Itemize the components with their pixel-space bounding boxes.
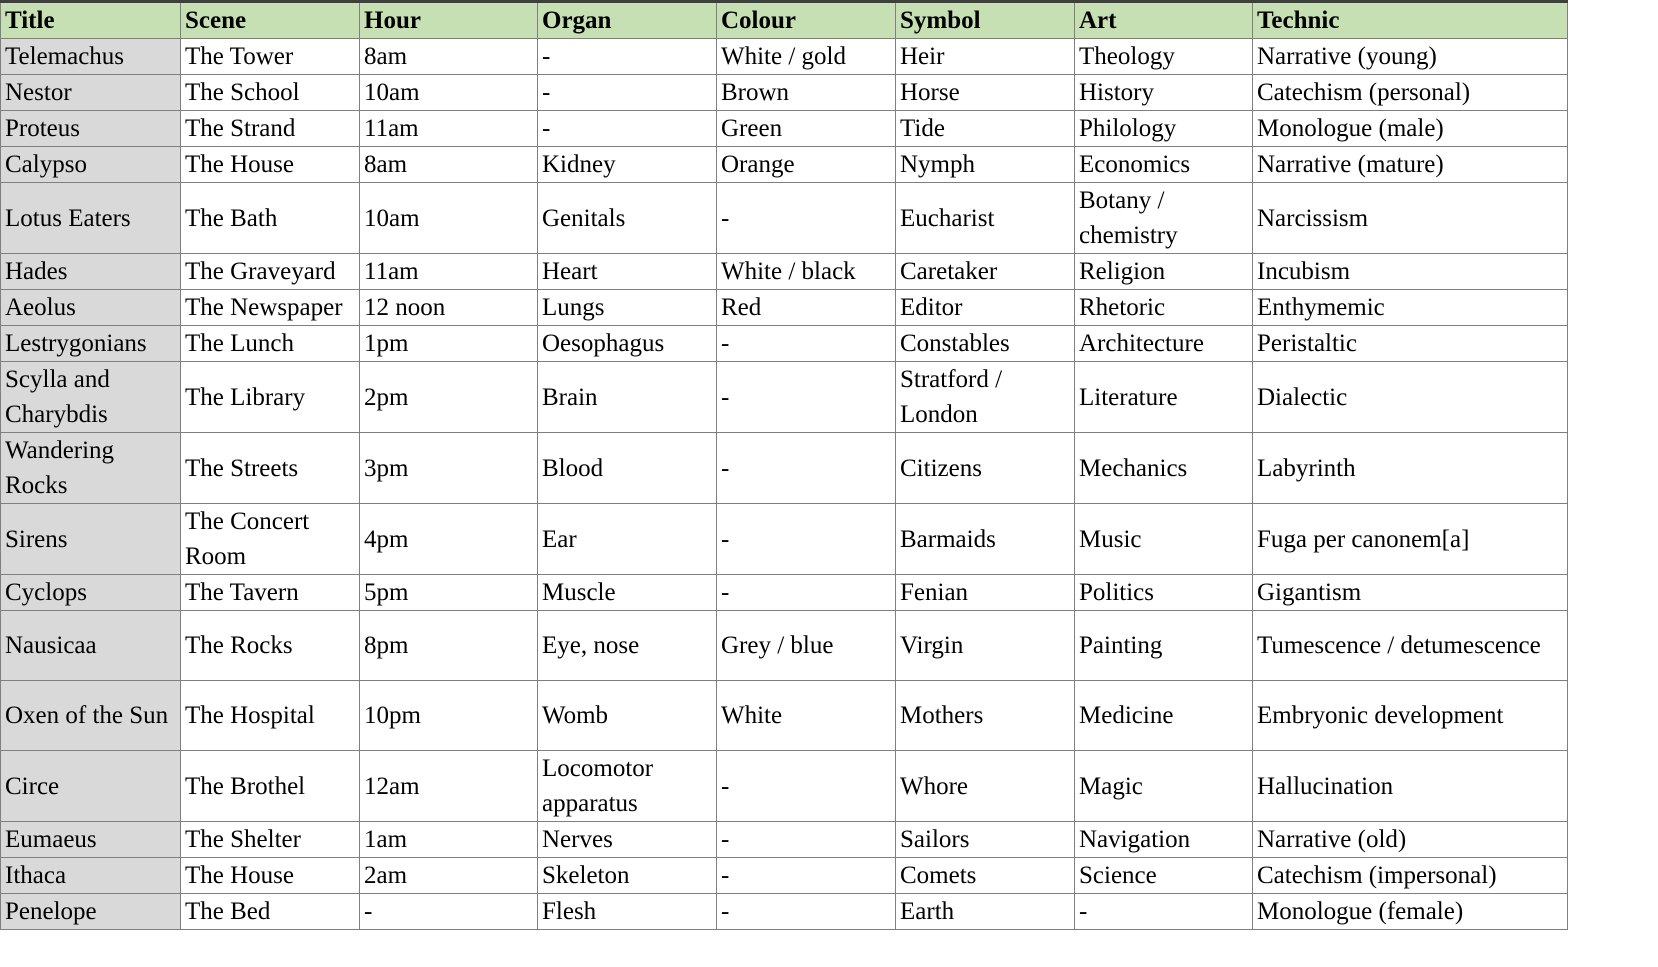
cell-title: Oxen of the Sun bbox=[1, 681, 181, 751]
cell-scene: The Newspaper bbox=[181, 290, 360, 326]
cell-art: Philology bbox=[1075, 111, 1253, 147]
cell-symbol: Eucharist bbox=[896, 183, 1075, 254]
cell-symbol: Barmaids bbox=[896, 504, 1075, 575]
table-row bbox=[1, 858, 1568, 894]
cell-technic: Monologue (female) bbox=[1253, 894, 1568, 930]
cell-scene: The Lunch bbox=[181, 326, 360, 362]
cell-symbol: Mothers bbox=[896, 681, 1075, 751]
table-row bbox=[1, 504, 1568, 575]
column-header-colour: Colour bbox=[717, 2, 896, 39]
cell-art: Music bbox=[1075, 504, 1253, 575]
cell-art: Religion bbox=[1075, 254, 1253, 290]
cell-title: Telemachus bbox=[1, 39, 181, 75]
cell-title: Eumaeus bbox=[1, 822, 181, 858]
cell-organ: - bbox=[538, 39, 717, 75]
table-row bbox=[1, 39, 1568, 75]
cell-scene: The House bbox=[181, 858, 360, 894]
table-row bbox=[1, 433, 1568, 504]
cell-organ: Nerves bbox=[538, 822, 717, 858]
cell-art: Economics bbox=[1075, 147, 1253, 183]
cell-organ: - bbox=[538, 111, 717, 147]
column-header-title: Title bbox=[1, 2, 181, 39]
cell-hour: 11am bbox=[360, 254, 538, 290]
cell-scene: The Bath bbox=[181, 183, 360, 254]
cell-technic: Narcissism bbox=[1253, 183, 1568, 254]
cell-colour: White / gold bbox=[717, 39, 896, 75]
cell-art: Literature bbox=[1075, 362, 1253, 433]
cell-title: Hades bbox=[1, 254, 181, 290]
cell-organ: Kidney bbox=[538, 147, 717, 183]
cell-hour: 5pm bbox=[360, 575, 538, 611]
cell-title: Proteus bbox=[1, 111, 181, 147]
cell-technic: Hallucination bbox=[1253, 751, 1568, 822]
cell-art: History bbox=[1075, 75, 1253, 111]
cell-technic: Fuga per canonem[a] bbox=[1253, 504, 1568, 575]
cell-symbol: Constables bbox=[896, 326, 1075, 362]
cell-symbol: Earth bbox=[896, 894, 1075, 930]
cell-colour: Orange bbox=[717, 147, 896, 183]
table-row bbox=[1, 290, 1568, 326]
cell-scene: The Bed bbox=[181, 894, 360, 930]
cell-technic: Incubism bbox=[1253, 254, 1568, 290]
table-row bbox=[1, 362, 1568, 433]
cell-symbol: Virgin bbox=[896, 611, 1075, 681]
cell-title: Aeolus bbox=[1, 290, 181, 326]
cell-scene: The Brothel bbox=[181, 751, 360, 822]
cell-organ: Lungs bbox=[538, 290, 717, 326]
cell-technic: Catechism (personal) bbox=[1253, 75, 1568, 111]
cell-colour: Brown bbox=[717, 75, 896, 111]
cell-symbol: Sailors bbox=[896, 822, 1075, 858]
cell-title: Circe bbox=[1, 751, 181, 822]
cell-art: Architecture bbox=[1075, 326, 1253, 362]
cell-art: Rhetoric bbox=[1075, 290, 1253, 326]
cell-symbol: Horse bbox=[896, 75, 1075, 111]
cell-technic: Catechism (impersonal) bbox=[1253, 858, 1568, 894]
cell-hour: 8am bbox=[360, 147, 538, 183]
cell-scene: The Shelter bbox=[181, 822, 360, 858]
cell-art: Botany / chemistry bbox=[1075, 183, 1253, 254]
cell-colour: - bbox=[717, 326, 896, 362]
cell-symbol: Citizens bbox=[896, 433, 1075, 504]
cell-art: Medicine bbox=[1075, 681, 1253, 751]
cell-title: Lotus Eaters bbox=[1, 183, 181, 254]
cell-hour: 11am bbox=[360, 111, 538, 147]
table-row bbox=[1, 183, 1568, 254]
cell-hour: 2pm bbox=[360, 362, 538, 433]
cell-organ: Flesh bbox=[538, 894, 717, 930]
cell-symbol: Tide bbox=[896, 111, 1075, 147]
cell-technic: Tumescence / detumescence bbox=[1253, 611, 1568, 681]
cell-organ: Skeleton bbox=[538, 858, 717, 894]
cell-colour: - bbox=[717, 858, 896, 894]
cell-organ: Oesophagus bbox=[538, 326, 717, 362]
table-row bbox=[1, 894, 1568, 930]
cell-scene: The Graveyard bbox=[181, 254, 360, 290]
cell-organ: Muscle bbox=[538, 575, 717, 611]
cell-hour: 8am bbox=[360, 39, 538, 75]
table-row bbox=[1, 326, 1568, 362]
cell-title: Penelope bbox=[1, 894, 181, 930]
cell-title: Scylla and Charybdis bbox=[1, 362, 181, 433]
cell-symbol: Editor bbox=[896, 290, 1075, 326]
cell-organ: Eye, nose bbox=[538, 611, 717, 681]
cell-hour: 3pm bbox=[360, 433, 538, 504]
cell-hour: 10am bbox=[360, 75, 538, 111]
cell-organ: Ear bbox=[538, 504, 717, 575]
cell-scene: The House bbox=[181, 147, 360, 183]
cell-scene: The Tower bbox=[181, 39, 360, 75]
cell-organ: Womb bbox=[538, 681, 717, 751]
cell-title: Nausicaa bbox=[1, 611, 181, 681]
cell-hour: 4pm bbox=[360, 504, 538, 575]
cell-organ: Locomotor apparatus bbox=[538, 751, 717, 822]
column-header-art: Art bbox=[1075, 2, 1253, 39]
cell-colour: White bbox=[717, 681, 896, 751]
cell-title: Calypso bbox=[1, 147, 181, 183]
cell-title: Lestrygonians bbox=[1, 326, 181, 362]
column-header-symbol: Symbol bbox=[896, 2, 1075, 39]
cell-colour: - bbox=[717, 822, 896, 858]
table-row bbox=[1, 681, 1568, 751]
cell-colour: - bbox=[717, 362, 896, 433]
cell-art: Theology bbox=[1075, 39, 1253, 75]
table-body bbox=[1, 39, 1568, 930]
cell-technic: Labyrinth bbox=[1253, 433, 1568, 504]
cell-technic: Monologue (male) bbox=[1253, 111, 1568, 147]
cell-scene: The Strand bbox=[181, 111, 360, 147]
cell-colour: - bbox=[717, 575, 896, 611]
cell-technic: Narrative (old) bbox=[1253, 822, 1568, 858]
cell-colour: - bbox=[717, 894, 896, 930]
cell-scene: The Concert Room bbox=[181, 504, 360, 575]
column-header-technic: Technic bbox=[1253, 2, 1568, 39]
cell-technic: Enthymemic bbox=[1253, 290, 1568, 326]
table-row bbox=[1, 575, 1568, 611]
cell-symbol: Caretaker bbox=[896, 254, 1075, 290]
cell-hour: 1am bbox=[360, 822, 538, 858]
cell-art: Science bbox=[1075, 858, 1253, 894]
cell-art: Painting bbox=[1075, 611, 1253, 681]
column-header-scene: Scene bbox=[181, 2, 360, 39]
cell-hour: 8pm bbox=[360, 611, 538, 681]
cell-hour: 2am bbox=[360, 858, 538, 894]
cell-colour: Red bbox=[717, 290, 896, 326]
cell-organ: Genitals bbox=[538, 183, 717, 254]
cell-scene: The School bbox=[181, 75, 360, 111]
cell-art: Magic bbox=[1075, 751, 1253, 822]
cell-organ: Heart bbox=[538, 254, 717, 290]
column-header-organ: Organ bbox=[538, 2, 717, 39]
cell-hour: 10pm bbox=[360, 681, 538, 751]
cell-scene: The Streets bbox=[181, 433, 360, 504]
cell-hour: 12 noon bbox=[360, 290, 538, 326]
cell-scene: The Rocks bbox=[181, 611, 360, 681]
cell-symbol: Stratford / London bbox=[896, 362, 1075, 433]
cell-organ: - bbox=[538, 75, 717, 111]
cell-scene: The Tavern bbox=[181, 575, 360, 611]
cell-colour: Grey / blue bbox=[717, 611, 896, 681]
cell-technic: Narrative (mature) bbox=[1253, 147, 1568, 183]
cell-title: Cyclops bbox=[1, 575, 181, 611]
cell-symbol: Whore bbox=[896, 751, 1075, 822]
table-row bbox=[1, 822, 1568, 858]
header-row bbox=[1, 2, 1568, 39]
cell-colour: - bbox=[717, 433, 896, 504]
cell-colour: Green bbox=[717, 111, 896, 147]
cell-art: Mechanics bbox=[1075, 433, 1253, 504]
table-row bbox=[1, 111, 1568, 147]
cell-colour: White / black bbox=[717, 254, 896, 290]
cell-art: - bbox=[1075, 894, 1253, 930]
cell-technic: Dialectic bbox=[1253, 362, 1568, 433]
cell-colour: - bbox=[717, 183, 896, 254]
cell-colour: - bbox=[717, 504, 896, 575]
cell-scene: The Library bbox=[181, 362, 360, 433]
cell-technic: Gigantism bbox=[1253, 575, 1568, 611]
cell-technic: Narrative (young) bbox=[1253, 39, 1568, 75]
cell-hour: - bbox=[360, 894, 538, 930]
cell-colour: - bbox=[717, 751, 896, 822]
cell-title: Ithaca bbox=[1, 858, 181, 894]
column-header-hour: Hour bbox=[360, 2, 538, 39]
table-row bbox=[1, 147, 1568, 183]
table-row bbox=[1, 75, 1568, 111]
cell-technic: Embryonic development bbox=[1253, 681, 1568, 751]
table-row bbox=[1, 611, 1568, 681]
cell-symbol: Heir bbox=[896, 39, 1075, 75]
cell-organ: Blood bbox=[538, 433, 717, 504]
cell-technic: Peristaltic bbox=[1253, 326, 1568, 362]
cell-scene: The Hospital bbox=[181, 681, 360, 751]
cell-title: Sirens bbox=[1, 504, 181, 575]
cell-symbol: Fenian bbox=[896, 575, 1075, 611]
table-row bbox=[1, 751, 1568, 822]
cell-art: Navigation bbox=[1075, 822, 1253, 858]
cell-hour: 12am bbox=[360, 751, 538, 822]
cell-symbol: Comets bbox=[896, 858, 1075, 894]
cell-hour: 10am bbox=[360, 183, 538, 254]
cell-title: Wandering Rocks bbox=[1, 433, 181, 504]
table-row bbox=[1, 254, 1568, 290]
cell-title: Nestor bbox=[1, 75, 181, 111]
cell-hour: 1pm bbox=[360, 326, 538, 362]
cell-symbol: Nymph bbox=[896, 147, 1075, 183]
cell-art: Politics bbox=[1075, 575, 1253, 611]
cell-organ: Brain bbox=[538, 362, 717, 433]
